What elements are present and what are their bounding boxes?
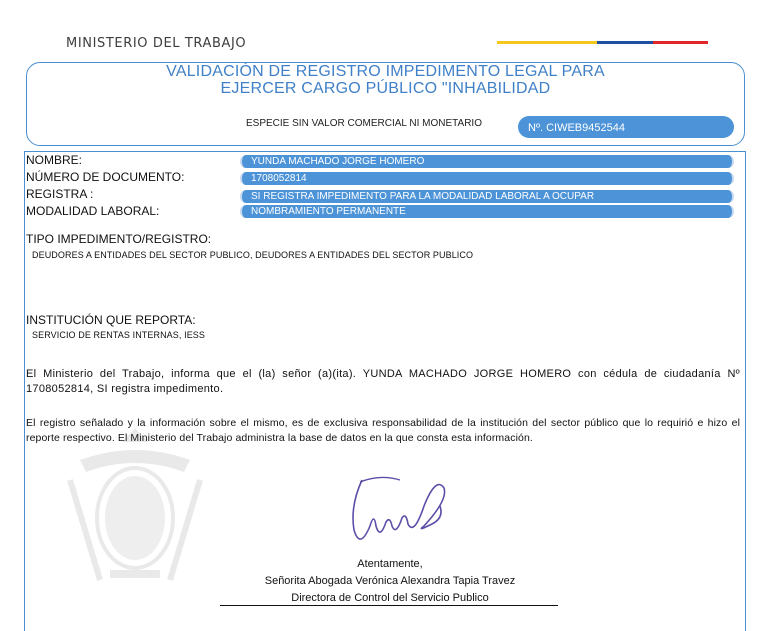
signature-image [340, 466, 460, 556]
label-modalidad-laboral: MODALIDAD LABORAL: [26, 204, 160, 218]
especie-notice: ESPECIE SIN VALOR COMERCIAL NI MONETARIO [246, 118, 482, 129]
signer-name: Señorita Abogada Verónica Alexandra Tapia Travez [264, 575, 516, 587]
title-line-2: EJERCER CARGO PÚBLICO "INHABILIDAD [220, 80, 551, 97]
signer-position: Directora de Control del Servicio Publico [291, 592, 489, 604]
signature-rule [220, 605, 558, 606]
tipo-impedimento-value: DEUDORES A ENTIDADES DEL SECTOR PUBLICO, DEUDORES A ENTIDADES DEL SECTOR PUBLICO [32, 250, 474, 260]
value-nombre: YUNDA MACHADO JORGE HOMERO [240, 155, 734, 168]
label-nombre: NOMBRE: [26, 153, 83, 167]
institucion-label: INSTITUCIÓN QUE REPORTA: [26, 313, 196, 327]
value-modalidad-laboral: NOMBRAMIENTO PERMANENTE [240, 205, 734, 218]
paragraph-responsabilidad: El registro señalado y la información sobre el mismo, es de exclusiva responsabilidad de la institución del sector público que lo requirió e hizo el reporte respectivo. El Ministerio del Trabajo administra la base de datos en la que consta esta información. [26, 417, 740, 444]
certificate-number: Nº. CIWEB9452544 [518, 116, 734, 138]
flag-stripe-blue [597, 41, 653, 44]
label-registra: REGISTRA : [26, 187, 94, 201]
signature-closing: Atentamente, [357, 558, 423, 570]
value-registra: SI REGISTRA IMPEDIMENTO PARA LA MODALIDAD LABORAL A OCUPAR [240, 190, 734, 203]
title-line-1: VALIDACIÓN DE REGISTRO IMPEDIMENTO LEGAL PARA [166, 63, 605, 80]
coat-of-arms-watermark [60, 420, 210, 600]
value-numero-documento: 1708052814 [240, 172, 734, 185]
flag-stripe-yellow [497, 41, 597, 44]
document-title [26, 63, 745, 97]
ministry-logo: MINISTERIO DEL TRABAJO [66, 36, 247, 51]
tipo-impedimento-label: TIPO IMPEDIMENTO/REGISTRO: [26, 232, 212, 246]
flag-stripe-red [653, 41, 708, 44]
label-numero-documento: NÚMERO DE DOCUMENTO: [26, 170, 185, 184]
paragraph-informa: El Ministerio del Trabajo, informa que el (la) señor (a)(ita). YUNDA MACHADO JORGE HOMERO con cédula de ciudadanía Nº 1708052814, SI registra impedimento. [26, 368, 740, 395]
institucion-value: SERVICIO DE RENTAS INTERNAS, IESS [32, 330, 206, 340]
